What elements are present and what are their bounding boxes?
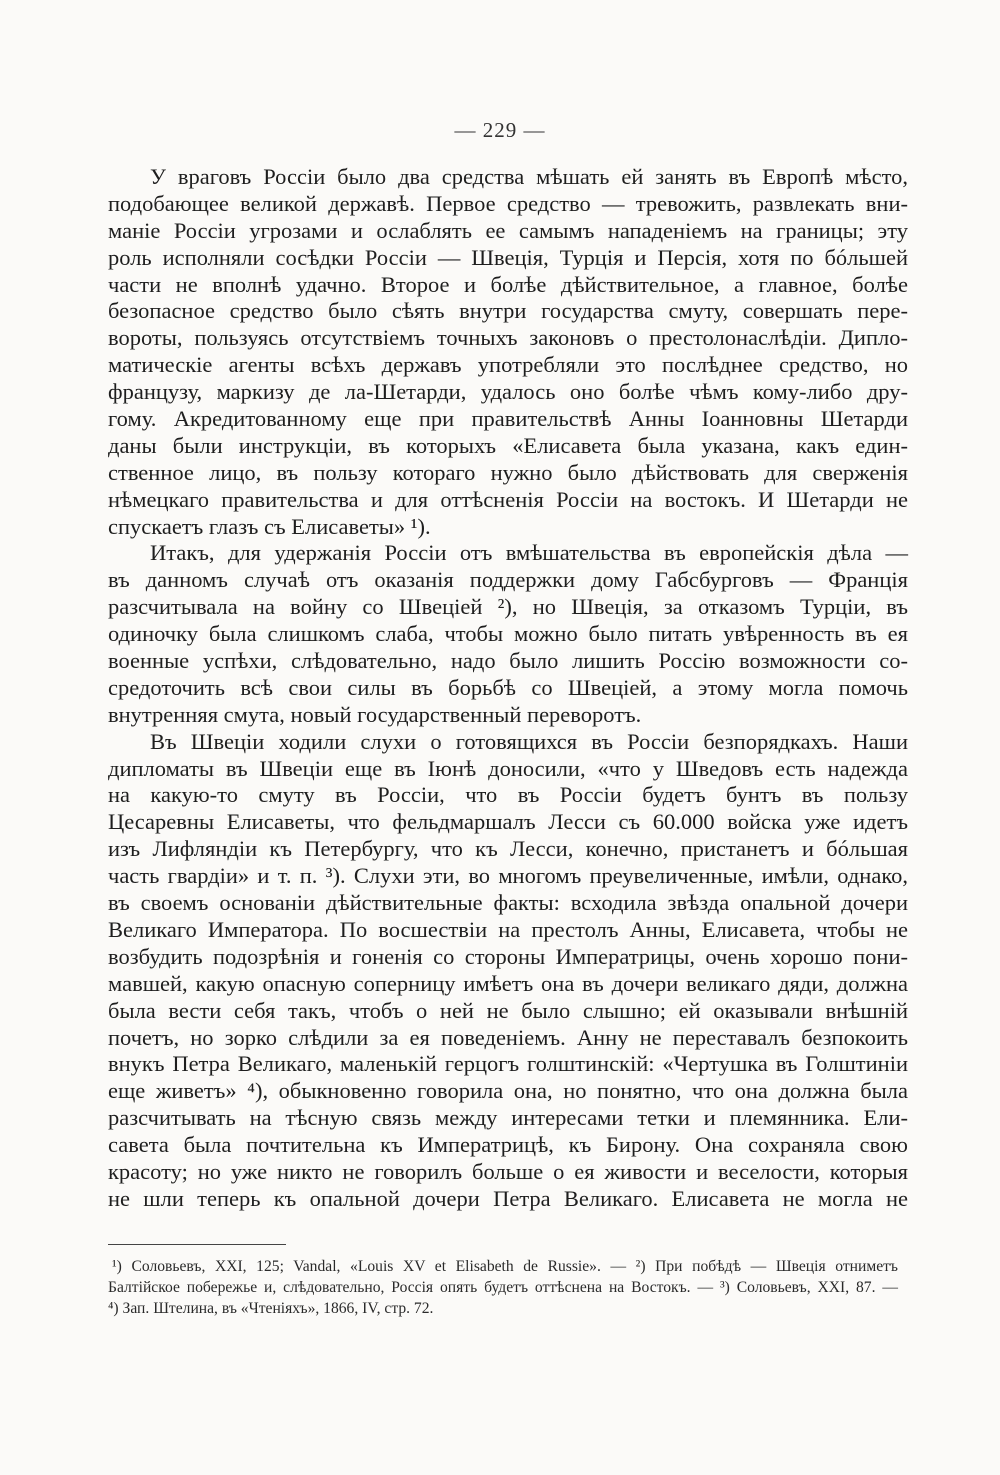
text-line: Цесаревны Елисаветы, что фельдмаршалъ Лесси съ 60.000 войска уже идетъ [108,809,908,835]
text-line: военные успѣхи, слѣдовательно, надо было лишить Россію возможности со- [108,648,908,674]
text-line: савета была почтительна къ Императрицѣ, къ Бирону. Она сохраняла свою [108,1132,908,1158]
text-line: средоточить всѣ свои силы въ борьбѣ со Швеціей, а этому могла помочь [108,674,908,700]
text-line: въ своемъ основаніи дѣйствительные факты: всходила звѣзда опальной дочери [108,890,908,916]
text-line: вороты, пользуясь отсутствіемъ точныхъ законовъ о престолонаслѣдіи. Дипло- [108,325,908,351]
text-line: въ данномъ случаѣ отъ оказанія поддержки дому Габсбурговъ — Франція [108,567,908,593]
text-line: Великаго Императора. По восшествіи на престолъ Анны, Елисавета, чтобы не [108,916,908,942]
text-line: ственное лицо, въ пользу котораго нужно было дѣйствовать для сверженія [108,459,908,485]
text-line: маніе Россіи угрозами и ослаблять ее самымъ нападеніемъ на границы; эту [108,217,908,243]
text-line: безопасное средство было сѣять внутри государства смуту, совершать пере- [108,298,908,324]
text-line: Итакъ, для удержанія Россіи отъ вмѣшательства въ европейскія дѣла — [150,540,908,566]
paragraph-1 [108,164,908,540]
text-line: части не вполнѣ удачно. Второе и болѣе дѣйствительное, а главное, болѣе [108,271,908,297]
text-line: У враговъ Россіи было два средства мѣшать ей занять въ Европѣ мѣсто, [150,164,908,189]
footnote-divider [108,1244,286,1245]
text-line: возбудить подозрѣнія и гоненія со стороны Императрицы, очень хорошо пони- [108,943,908,969]
paragraph-2 [108,540,908,728]
text-line: на какую-то смуту въ Россіи, что въ Россіи будетъ бунтъ въ пользу [108,782,908,808]
footnote-line: ⁴) Зап. Штелина, въ «Чтеніяхъ», 1866, IV, стр. 72. [108,1300,434,1318]
text-line: подобающее великой державѣ. Первое средство — тревожить, развлекать вни- [108,190,908,216]
page-number: — 229 — [454,118,546,142]
text-line: спускаетъ глазъ съ Елисаветы» ¹). [108,513,431,539]
text-line: красоту; но уже никто не говорилъ больше о ея живости и веселости, которыя [108,1158,908,1184]
text-line: разсчитывала на войну со Швеціей ²), но Швеція, за отказомъ Турціи, въ [108,594,908,620]
text-line: роль исполняли сосѣдки Россіи — Швеція, Турція и Персія, хотя по бóльшей [108,244,908,270]
footnote-line: ¹) Соловьевъ, XXI, 125; Vandal, «Louis XV et Elisabeth de Russie». — ²) При побѣдѣ — Швеція отниметъ [112,1258,898,1275]
text-line: часть гвардіи» и т. п. ³). Слухи эти, во многомъ преувеличенные, имѣли, однако, [108,863,908,889]
text-line: гому. Акредитованному еще при правительствѣ Анны Іоанновны Шетарди [108,406,908,432]
text-line: внутренняя смута, новый государственный переворотъ. [108,701,642,727]
footnote-line: Балтійское побережье и, слѣдовательно, Россія опять будетъ оттѣснена на Востокъ. — ³) Соловьевъ, XXI, 87. — [108,1279,898,1297]
text-line: даны были инструкціи, въ которыхъ «Елисавета была указана, какъ един- [108,432,908,458]
text-line: почетъ, но зорко слѣдили за ея поведеніемъ. Анну не переставалъ безпокоить [108,1024,908,1050]
text-line: не шли теперь къ опальной дочери Петра Великаго. Елисавета не могла не [108,1185,908,1211]
text-line: матическіе агенты всѣхъ державъ употребляли это послѣднее средство, но [108,352,908,378]
text-line: Въ Швеціи ходили слухи о готовящихся въ Россіи безпорядкахъ. Наши [150,728,908,754]
text-line: нѣмецкаго правительства и для оттѣсненія Россіи на востокъ. И Шетарди не [108,486,908,512]
text-line: разсчитывать на тѣсную связь между интересами тетки и племянника. Ели- [108,1105,908,1131]
text-line: была вести себя такъ, чтобъ о ней не было слышно; ей оказывали внѣшній [108,997,908,1023]
footnotes [108,1256,898,1320]
text-line: еще живетъ» ⁴), обыкновенно говорила она, но понятно, что она должна была [108,1078,908,1104]
main-text [108,164,908,1213]
text-line: изъ Лифляндіи къ Петербургу, что къ Лесси, конечно, пристанетъ и бóльшая [108,836,908,862]
text-line: внукъ Петра Великаго, маленькій герцогъ голштинскій: «Чертушка въ Голштиніи [108,1051,908,1077]
paragraph-3 [108,729,908,1213]
text-line: мавшей, какую опасную соперницу имѣетъ она въ дочери великаго дяди, должна [108,970,908,996]
text-line: одиночку была слишкомъ слаба, чтобы можно было питать увѣренность въ ея [108,621,908,647]
text-line: дипломаты въ Швеціи еще въ Іюнѣ доносили, «что у Шведовъ есть надежда [108,755,908,781]
text-line: французу, маркизу де ла-Шетарди, удалось оно болѣе чѣмъ кому-либо дру- [108,379,908,405]
